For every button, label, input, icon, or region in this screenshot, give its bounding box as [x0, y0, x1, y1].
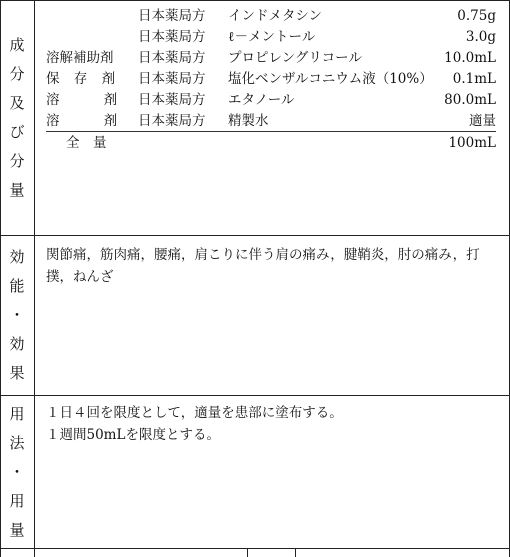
section-divider-1	[0, 235, 510, 236]
efficacy-label-char: 効	[9, 248, 25, 266]
composition-label	[0, 0, 34, 235]
usage-label-char: 法	[9, 433, 25, 452]
composition-label-char: 成	[9, 35, 25, 54]
ingredient-name: プロピレングリコール	[228, 50, 362, 66]
ingredient-standard: 日本薬局方	[138, 113, 206, 129]
usage-label-char: 用	[9, 491, 25, 510]
ingredient-amount: 適量	[469, 113, 496, 129]
efficacy-label-char: 効	[9, 335, 25, 353]
usage-label-char: 用	[9, 404, 25, 423]
total-label: 全 量	[66, 135, 107, 151]
ingredient-standard: 日本薬局方	[138, 71, 206, 87]
efficacy-label-char: 能	[9, 277, 25, 295]
section-divider-3	[0, 548, 510, 549]
ingredient-amount: 3.0g	[465, 29, 496, 45]
ingredient-role: 溶 剤	[46, 92, 118, 108]
efficacy-text: 関節痛，筋肉痛，腰痛，肩こりに伴う肩の痛み，腱鞘炎，肘の痛み，打撲，ねんざ	[46, 247, 480, 285]
total-amount: 100mL	[448, 135, 496, 151]
section-divider-2	[0, 395, 510, 396]
ingredient-name: 精製水	[228, 113, 269, 129]
ingredient-role: 保 存 剤	[46, 71, 121, 87]
usage-label-char: 量	[9, 520, 25, 539]
efficacy-label-char: 果	[9, 364, 25, 382]
table-stub-2	[295, 549, 296, 557]
composition-label-char: 分	[9, 151, 25, 170]
ingredient-standard: 日本薬局方	[138, 50, 206, 66]
ingredient-name: 塩化ベンザルコニウム液（10%）	[228, 71, 433, 87]
total-separator	[46, 131, 496, 132]
composition-label-char: び	[9, 122, 25, 141]
composition-label-char: 分	[9, 64, 25, 83]
ingredient-name: インドメタシン	[228, 8, 323, 24]
table-stub-1	[247, 549, 248, 557]
usage-label	[0, 396, 34, 548]
label-column-divider	[34, 0, 35, 557]
ingredient-amount: 80.0mL	[444, 92, 496, 108]
composition-label-char: 量	[9, 180, 25, 199]
ingredient-name: ℓ－メントール	[228, 29, 316, 45]
ingredient-amount: 0.75g	[457, 8, 496, 24]
usage-label-char: ・	[9, 462, 25, 481]
ingredient-standard: 日本薬局方	[138, 29, 206, 45]
usage-line: １日４回を限度として，適量を患部に塗布する。	[46, 405, 343, 421]
ingredient-standard: 日本薬局方	[138, 8, 206, 24]
efficacy-label	[0, 236, 34, 395]
efficacy-label-char: ・	[9, 306, 25, 324]
ingredient-standard: 日本薬局方	[138, 92, 206, 108]
usage-instructions	[46, 402, 501, 446]
ingredient-amount: 0.1mL	[452, 71, 496, 87]
ingredient-amount: 10.0mL	[444, 50, 496, 66]
ingredient-role: 溶解補助剤	[46, 50, 114, 66]
ingredient-role: 溶 剤	[46, 113, 118, 129]
ingredient-name: エタノール	[228, 92, 295, 108]
usage-line: １週間50mLを限度とする。	[46, 427, 220, 443]
composition-label-char: 及	[9, 93, 25, 112]
